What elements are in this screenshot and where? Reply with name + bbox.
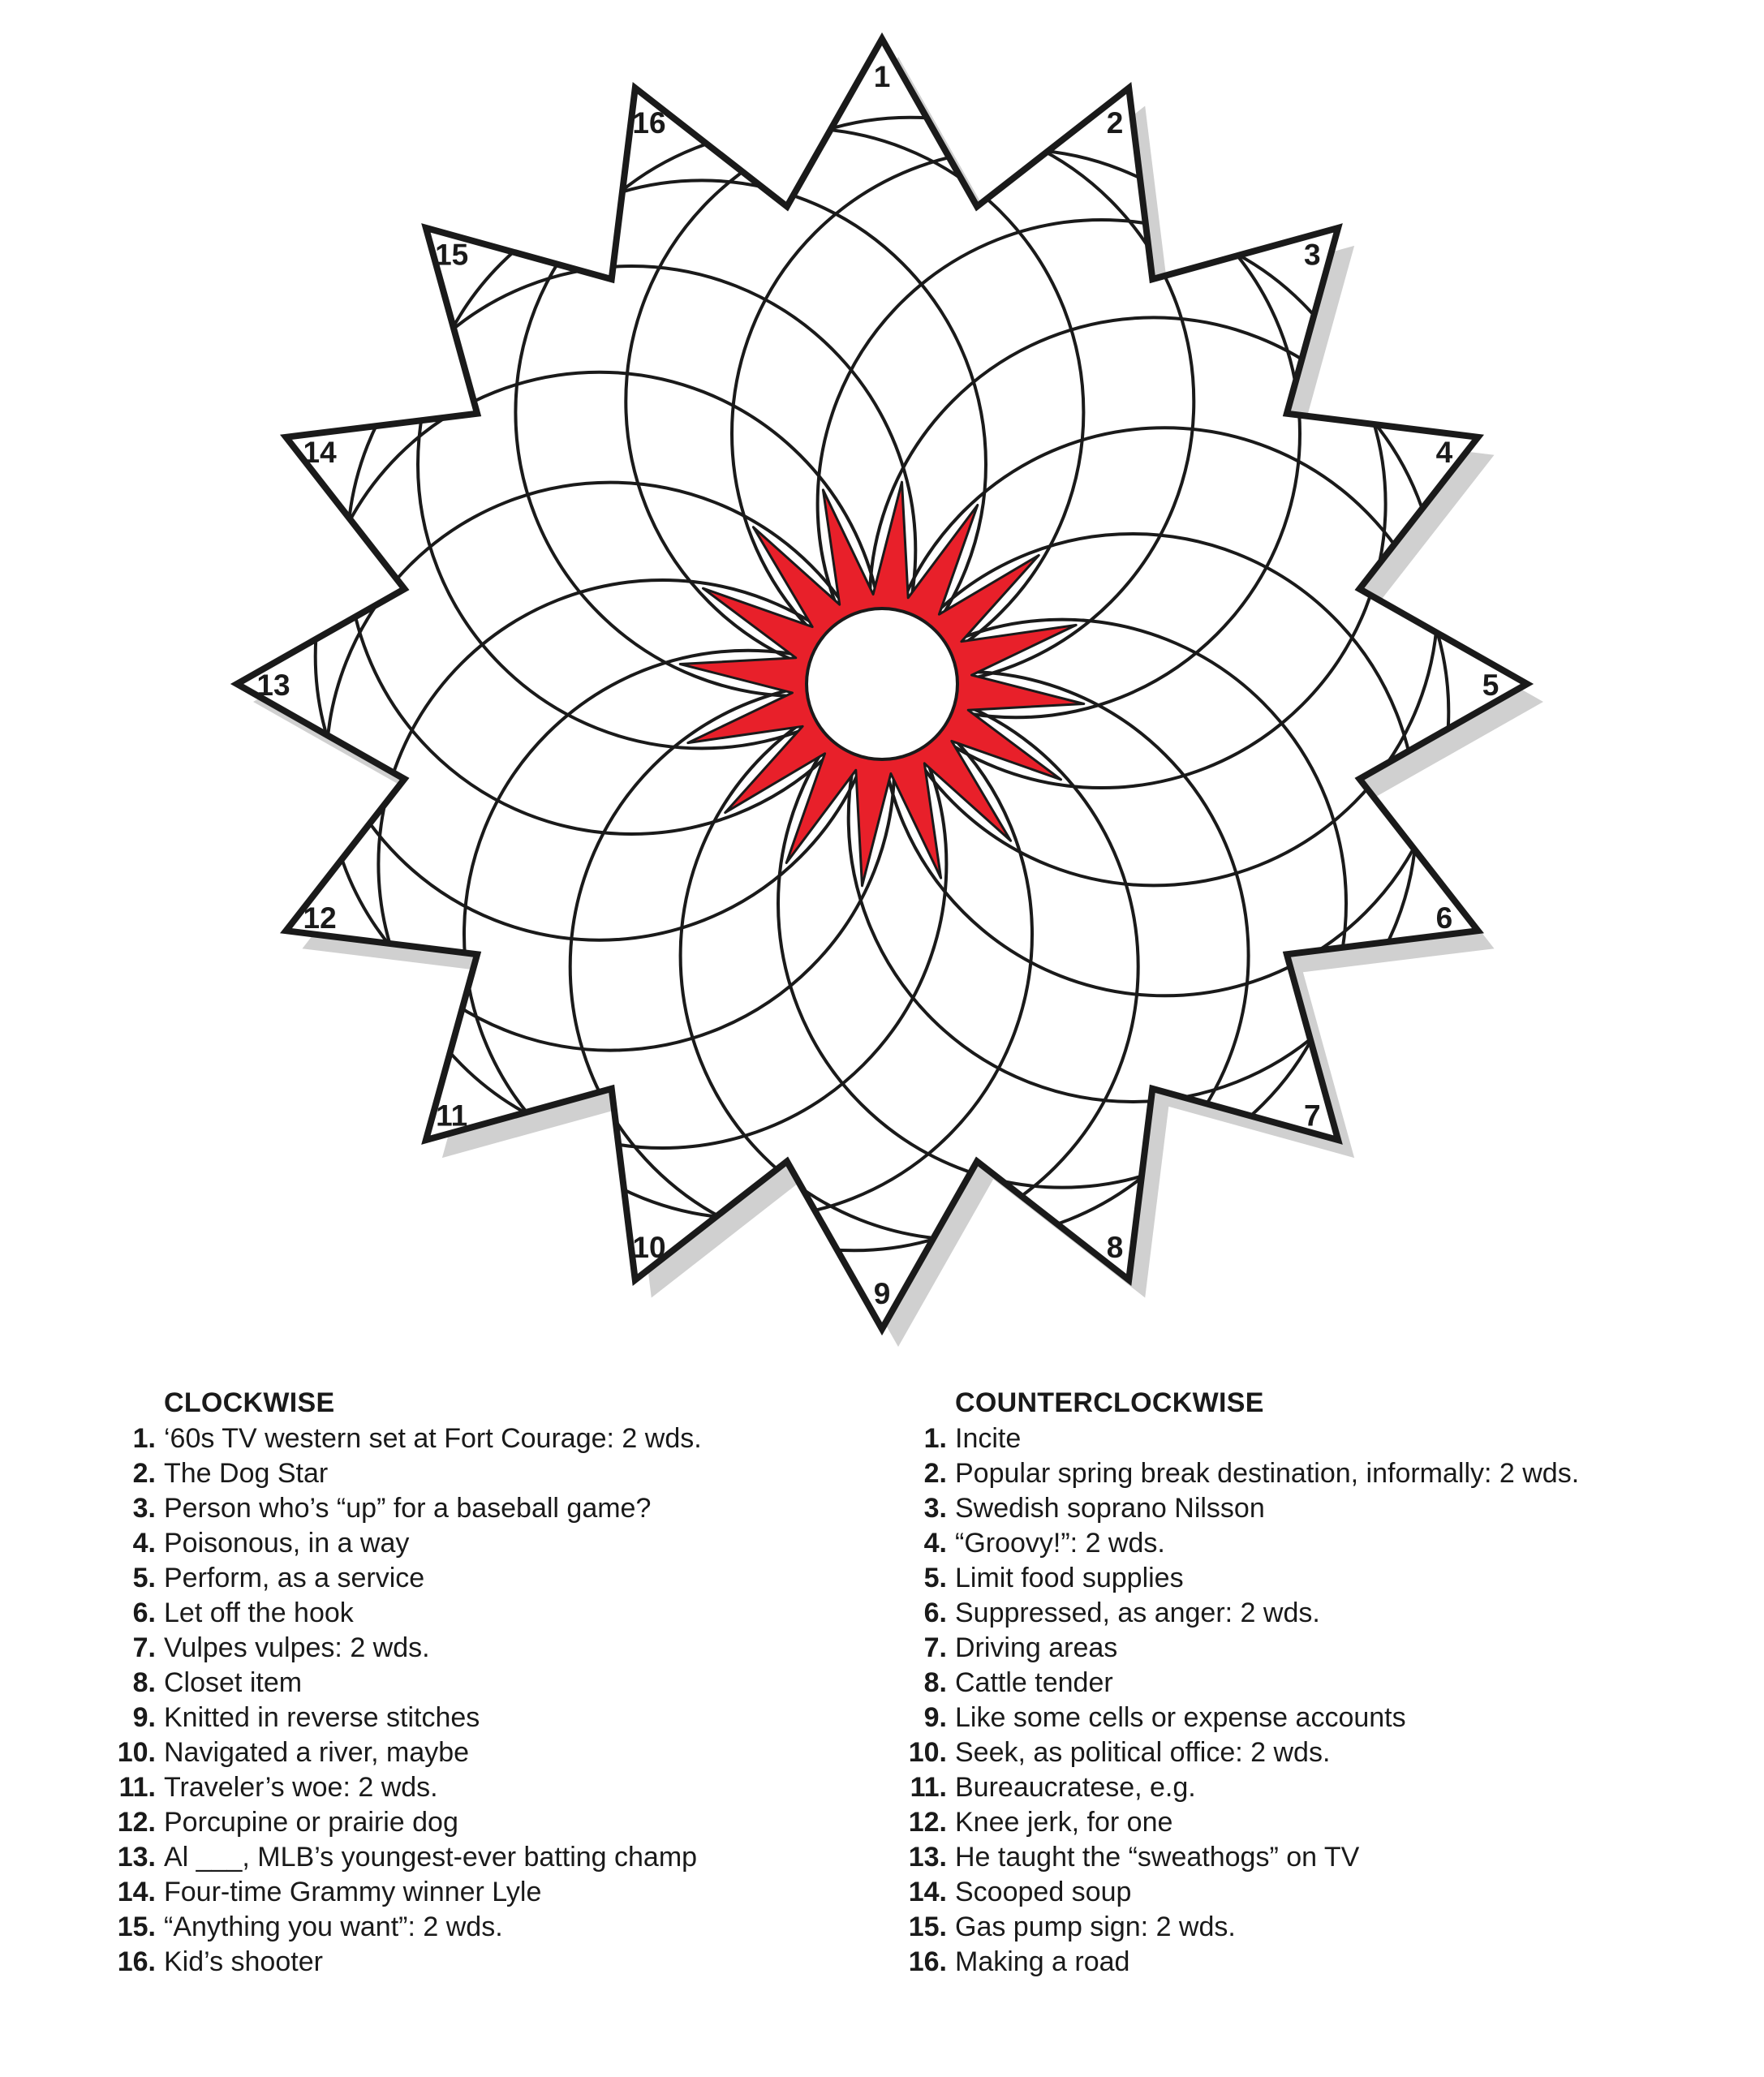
counterclockwise-clue-9 bbox=[872, 1701, 1732, 1735]
point-number-4: 4 bbox=[1435, 436, 1453, 469]
clue-number: 1. bbox=[923, 1423, 947, 1454]
counterclockwise-clues bbox=[872, 1387, 1732, 1980]
clockwise-clue-6 bbox=[81, 1596, 860, 1631]
clue-number: 6. bbox=[923, 1598, 947, 1628]
clue-number: 9. bbox=[132, 1702, 156, 1733]
clockwise-clue-5 bbox=[81, 1561, 860, 1596]
clue-text: ‘60s TV western set at Fort Courage: 2 wds. bbox=[164, 1423, 702, 1454]
clue-number: 2. bbox=[923, 1458, 947, 1489]
clockwise-clue-3 bbox=[81, 1491, 860, 1526]
point-number-5: 5 bbox=[1482, 669, 1499, 702]
clue-number: 10. bbox=[117, 1737, 156, 1768]
clue-text: Person who’s “up” for a baseball game? bbox=[164, 1493, 652, 1524]
clockwise-clue-list bbox=[81, 1421, 860, 1980]
clue-number: 13. bbox=[117, 1842, 156, 1873]
clue-text: The Dog Star bbox=[164, 1458, 329, 1489]
clue-number: 13. bbox=[908, 1842, 947, 1873]
clue-number: 4. bbox=[132, 1528, 156, 1559]
counterclockwise-clue-16 bbox=[872, 1945, 1732, 1980]
clue-text: Navigated a river, maybe bbox=[164, 1737, 470, 1768]
clockwise-clue-15 bbox=[81, 1910, 860, 1945]
clue-number: 14. bbox=[117, 1877, 156, 1907]
clue-number: 6. bbox=[132, 1598, 156, 1628]
clue-number: 1. bbox=[132, 1423, 156, 1454]
clue-number: 15. bbox=[117, 1911, 156, 1942]
clockwise-clue-7 bbox=[81, 1631, 860, 1666]
clue-text: Limit food supplies bbox=[955, 1563, 1184, 1593]
counterclockwise-clue-3 bbox=[872, 1491, 1732, 1526]
counterclockwise-clue-11 bbox=[872, 1770, 1732, 1805]
counterclockwise-clue-1 bbox=[872, 1421, 1732, 1456]
clue-number: 11. bbox=[910, 1772, 947, 1803]
counterclockwise-clue-13 bbox=[872, 1840, 1732, 1875]
clue-text: Scooped soup bbox=[955, 1877, 1132, 1907]
clockwise-clue-2 bbox=[81, 1456, 860, 1491]
counterclockwise-clue-8 bbox=[872, 1666, 1732, 1701]
counterclockwise-clue-12 bbox=[872, 1805, 1732, 1840]
clue-text: He taught the “sweathogs” on TV bbox=[955, 1842, 1360, 1873]
clue-text: Cattle tender bbox=[955, 1667, 1113, 1698]
counterclockwise-clue-6 bbox=[872, 1596, 1732, 1631]
clockwise-clue-4 bbox=[81, 1526, 860, 1561]
counterclockwise-clue-list bbox=[872, 1421, 1732, 1980]
point-number-6: 6 bbox=[1435, 901, 1453, 935]
clue-text: Porcupine or prairie dog bbox=[164, 1807, 458, 1838]
clue-number: 14. bbox=[908, 1877, 947, 1907]
clockwise-clue-11 bbox=[81, 1770, 860, 1805]
point-number-15: 15 bbox=[435, 238, 469, 272]
clue-number: 3. bbox=[923, 1493, 947, 1524]
point-number-2: 2 bbox=[1106, 106, 1124, 140]
clue-number: 15. bbox=[908, 1911, 947, 1942]
clue-text: Knee jerk, for one bbox=[955, 1807, 1173, 1838]
clockwise-clue-8 bbox=[81, 1666, 860, 1701]
point-number-8: 8 bbox=[1106, 1230, 1124, 1264]
clue-text: Knitted in reverse stitches bbox=[164, 1702, 480, 1733]
clue-text: “Groovy!”: 2 wds. bbox=[955, 1528, 1165, 1559]
clue-text: Perform, as a service bbox=[164, 1563, 425, 1593]
clue-text: Kid’s shooter bbox=[164, 1946, 323, 1977]
clue-text: Swedish soprano Nilsson bbox=[955, 1493, 1265, 1524]
clue-number: 11. bbox=[118, 1772, 156, 1803]
center-circle bbox=[807, 608, 957, 759]
clue-number: 3. bbox=[132, 1493, 156, 1524]
counterclockwise-heading: COUNTERCLOCKWISE bbox=[955, 1387, 1264, 1418]
clue-text: Closet item bbox=[164, 1667, 303, 1698]
clue-text: Like some cells or expense accounts bbox=[955, 1702, 1406, 1733]
counterclockwise-clue-5 bbox=[872, 1561, 1732, 1596]
clue-number: 2. bbox=[132, 1458, 156, 1489]
clue-text: Making a road bbox=[955, 1946, 1130, 1977]
point-number-3: 3 bbox=[1304, 238, 1321, 272]
point-number-1: 1 bbox=[873, 60, 891, 93]
clue-number: 16. bbox=[117, 1946, 156, 1977]
center-circle-shape bbox=[807, 608, 957, 759]
counterclockwise-clue-14 bbox=[872, 1875, 1732, 1910]
clue-text: Vulpes vulpes: 2 wds. bbox=[164, 1632, 430, 1663]
clockwise-clues bbox=[81, 1387, 860, 1980]
point-number-9: 9 bbox=[873, 1277, 891, 1310]
clue-number: 7. bbox=[132, 1632, 156, 1663]
point-number-12: 12 bbox=[303, 901, 337, 935]
clue-text: Bureaucratese, e.g. bbox=[955, 1772, 1196, 1803]
clue-text: Traveler’s woe: 2 wds. bbox=[164, 1772, 438, 1803]
point-number-10: 10 bbox=[632, 1230, 666, 1264]
clue-text: Driving areas bbox=[955, 1632, 1118, 1663]
clue-text: Poisonous, in a way bbox=[164, 1528, 410, 1559]
clue-text: Suppressed, as anger: 2 wds. bbox=[955, 1598, 1320, 1628]
counterclockwise-clue-7 bbox=[872, 1631, 1732, 1666]
point-number-16: 16 bbox=[632, 106, 666, 140]
clue-text: Seek, as political office: 2 wds. bbox=[955, 1737, 1331, 1768]
point-number-7: 7 bbox=[1304, 1099, 1321, 1133]
clue-text: Let off the hook bbox=[164, 1598, 354, 1628]
counterclockwise-clue-2 bbox=[872, 1456, 1732, 1491]
clue-text: Gas pump sign: 2 wds. bbox=[955, 1911, 1236, 1942]
clockwise-heading: CLOCKWISE bbox=[164, 1387, 335, 1418]
clockwise-clue-13 bbox=[81, 1840, 860, 1875]
clue-number: 5. bbox=[132, 1563, 156, 1593]
clue-number: 7. bbox=[923, 1632, 947, 1663]
clue-number: 8. bbox=[132, 1667, 156, 1698]
clue-text: Al ___, MLB’s youngest-ever batting champ bbox=[164, 1842, 698, 1873]
clue-number: 12. bbox=[117, 1807, 156, 1838]
clue-number: 12. bbox=[908, 1807, 947, 1838]
clockwise-clue-9 bbox=[81, 1701, 860, 1735]
clue-number: 8. bbox=[923, 1667, 947, 1698]
clue-number: 5. bbox=[923, 1563, 947, 1593]
clue-text: “Anything you want”: 2 wds. bbox=[164, 1911, 503, 1942]
clockwise-clue-14 bbox=[81, 1875, 860, 1910]
clockwise-clue-16 bbox=[81, 1945, 860, 1980]
clue-number: 10. bbox=[908, 1737, 947, 1768]
point-number-13: 13 bbox=[256, 669, 290, 702]
clockwise-clue-10 bbox=[81, 1735, 860, 1770]
clue-text: Four-time Grammy winner Lyle bbox=[164, 1877, 542, 1907]
point-number-11: 11 bbox=[436, 1099, 468, 1133]
clue-number: 9. bbox=[923, 1702, 947, 1733]
clue-number: 4. bbox=[923, 1528, 947, 1559]
clockwise-clue-12 bbox=[81, 1805, 860, 1840]
point-number-14: 14 bbox=[303, 436, 337, 469]
counterclockwise-clue-10 bbox=[872, 1735, 1732, 1770]
counterclockwise-clue-15 bbox=[872, 1910, 1732, 1945]
clue-number: 16. bbox=[908, 1946, 947, 1977]
clue-text: Popular spring break destination, informally: 2 wds. bbox=[955, 1458, 1580, 1489]
counterclockwise-clue-4 bbox=[872, 1526, 1732, 1561]
clockwise-clue-1 bbox=[81, 1421, 860, 1456]
clue-text: Incite bbox=[955, 1423, 1022, 1454]
